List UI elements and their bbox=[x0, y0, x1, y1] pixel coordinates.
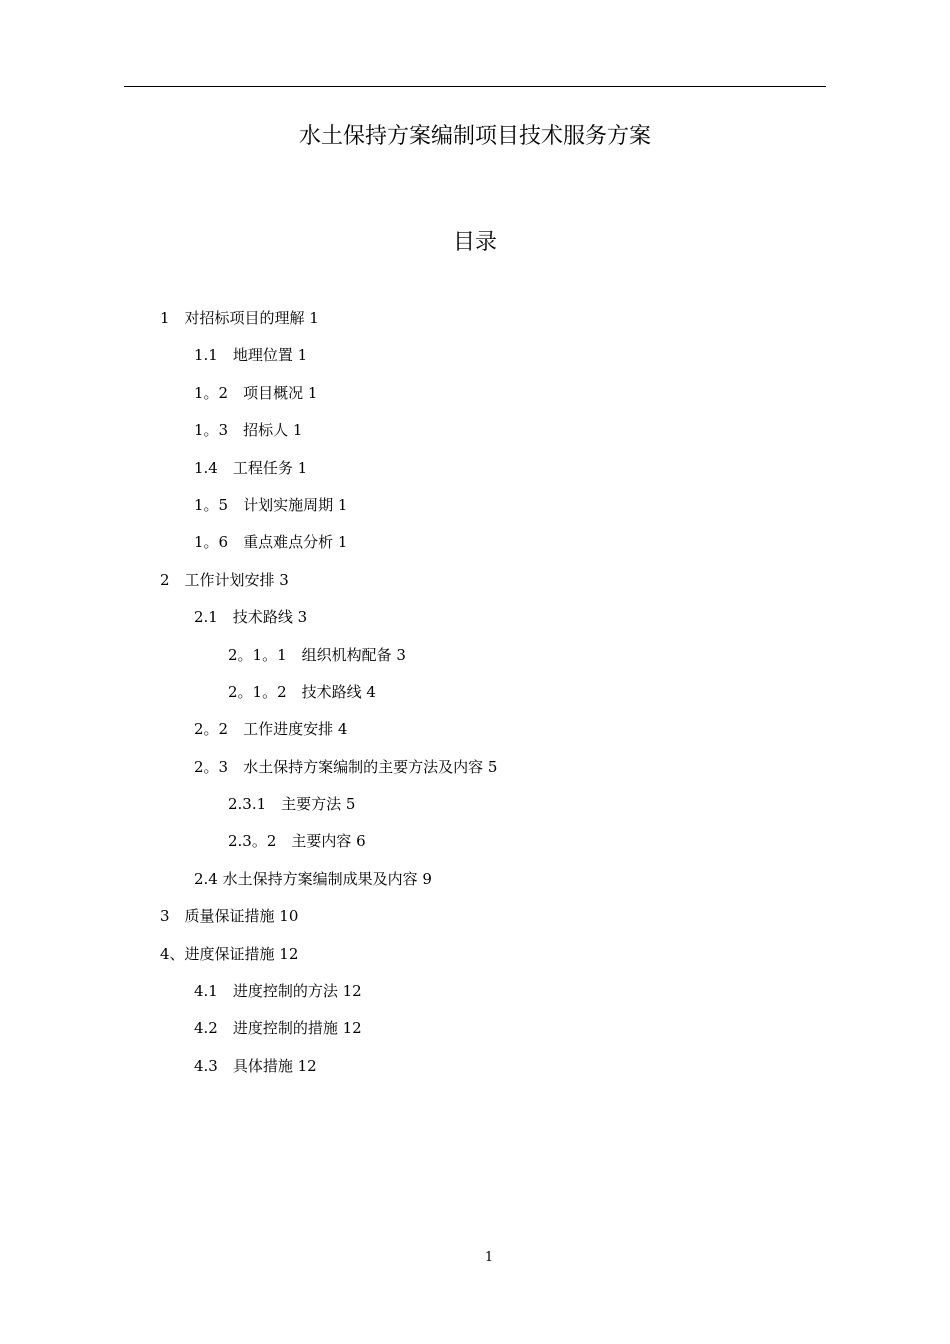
toc-entry-1-2[interactable] bbox=[0, 375, 950, 412]
toc-entry-2-4[interactable] bbox=[0, 861, 950, 898]
toc-entry-3[interactable] bbox=[0, 898, 950, 935]
toc-entry-4-2[interactable] bbox=[0, 1010, 950, 1047]
toc-entry-1-4[interactable] bbox=[0, 450, 950, 487]
toc-entry-text: 1。2 项目概况 1 bbox=[194, 383, 318, 402]
toc-entry-1[interactable] bbox=[0, 300, 950, 337]
toc-entry-text: 2。1。2 技术路线 4 bbox=[228, 682, 376, 701]
toc-entry-2-1-1[interactable] bbox=[0, 637, 950, 674]
toc-entry-text: 4.1 进度控制的方法 12 bbox=[194, 982, 362, 1001]
toc-entry-4-3[interactable] bbox=[0, 1048, 950, 1085]
toc-entry-text: 1.1 地理位置 1 bbox=[194, 346, 308, 365]
toc-entry-text: 2.3。2 主要内容 6 bbox=[228, 832, 366, 851]
toc-entry-4-1[interactable] bbox=[0, 973, 950, 1010]
toc-entry-1-1[interactable] bbox=[0, 337, 950, 374]
toc-entry-2-2[interactable] bbox=[0, 711, 950, 748]
toc-entry-4[interactable] bbox=[0, 936, 950, 973]
toc-entry-text: 2。1。1 组织机构配备 3 bbox=[228, 645, 406, 664]
toc-entry-text: 2.3.1 主要方法 5 bbox=[228, 795, 356, 814]
toc-entry-2-3-1[interactable] bbox=[0, 786, 950, 823]
toc-entry-text: 2。3 水土保持方案编制的主要方法及内容 5 bbox=[194, 757, 498, 776]
toc-entry-text: 1。3 招标人 1 bbox=[194, 421, 303, 440]
toc-entry-2-3[interactable] bbox=[0, 749, 950, 786]
toc-entry-text: 4.2 进度控制的措施 12 bbox=[194, 1019, 362, 1038]
toc-entry-1-5[interactable] bbox=[0, 487, 950, 524]
toc-entry-text: 2.4 水土保持方案编制成果及内容 9 bbox=[194, 869, 432, 888]
toc-entry-text: 2。2 工作进度安排 4 bbox=[194, 720, 348, 739]
header-rule bbox=[124, 86, 826, 87]
page-number: 1 bbox=[484, 1250, 494, 1265]
toc-entry-text: 4.3 具体措施 12 bbox=[194, 1056, 317, 1075]
toc-entry-text: 2.1 技术路线 3 bbox=[194, 608, 308, 627]
document-title: 水土保持方案编制项目技术服务方案 bbox=[298, 124, 651, 149]
toc-entry-text: 2 工作计划安排 3 bbox=[160, 570, 289, 589]
toc-entry-text: 1。6 重点难点分析 1 bbox=[194, 533, 348, 552]
toc-entry-text: 4、进度保证措施 12 bbox=[160, 944, 299, 963]
toc-entry-2-3-2[interactable] bbox=[0, 823, 950, 860]
toc-entry-text: 3 质量保证措施 10 bbox=[160, 907, 299, 926]
toc-entry-text: 1 对招标项目的理解 1 bbox=[160, 309, 319, 327]
toc-entry-1-6[interactable] bbox=[0, 524, 950, 561]
toc-entry-text: 1。5 计划实施周期 1 bbox=[194, 495, 348, 514]
toc-entry-2[interactable] bbox=[0, 562, 950, 599]
table-of-contents bbox=[0, 300, 950, 1085]
toc-entry-text: 1.4 工程任务 1 bbox=[194, 458, 308, 477]
toc-entry-1-3[interactable] bbox=[0, 412, 950, 449]
toc-entry-2-1-2[interactable] bbox=[0, 674, 950, 711]
toc-heading: 目录 bbox=[452, 230, 497, 255]
toc-entry-2-1[interactable] bbox=[0, 599, 950, 636]
